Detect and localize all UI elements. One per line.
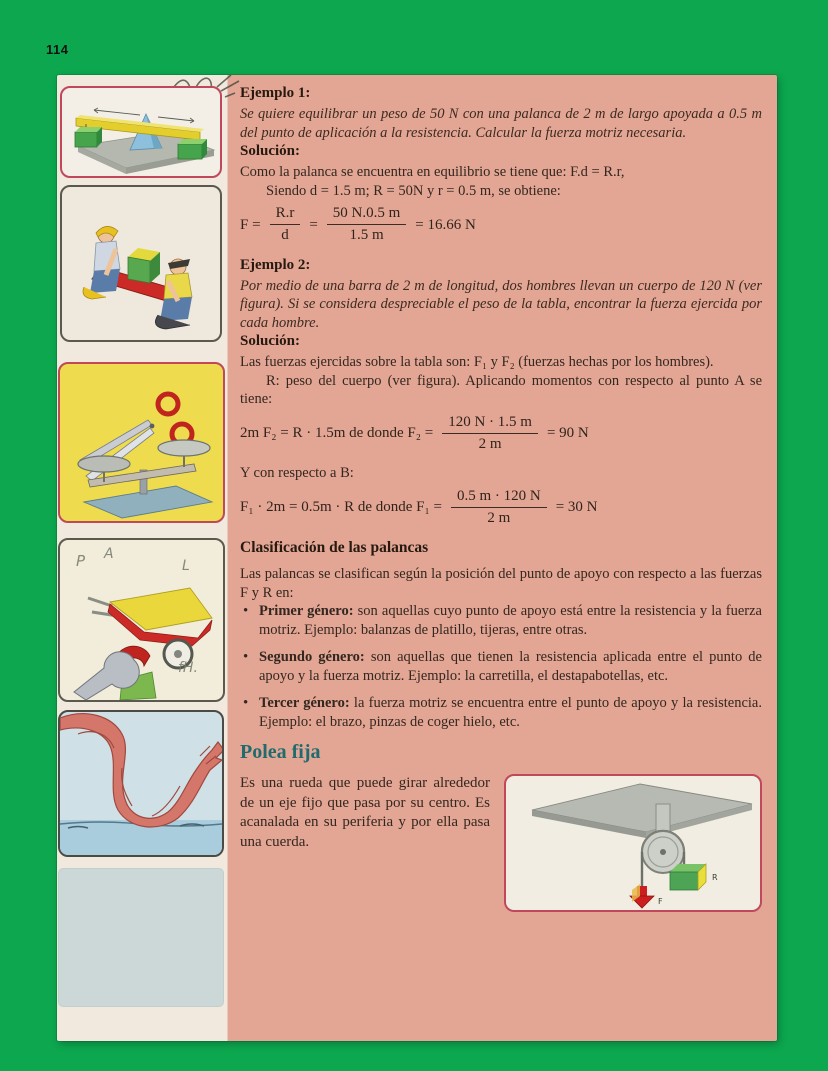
formula-lead: F =: [240, 216, 261, 233]
formula-f2: [240, 414, 762, 454]
fraction: [451, 488, 547, 528]
list-item-primer-genero: [240, 602, 762, 639]
bottle-opener: [74, 646, 156, 700]
fraction-numerator: R.r: [270, 205, 301, 225]
lever-types-list: [240, 602, 762, 731]
formula-result: = 30 N: [555, 499, 598, 515]
lever-diagram-illustration: [62, 88, 220, 176]
scissors-balance-illustration: [60, 364, 223, 521]
polea-section: [240, 774, 762, 912]
page-number: 114: [46, 42, 69, 57]
formula-f1: [240, 488, 762, 528]
example2-solution-heading: Solución:: [240, 333, 301, 349]
figure-wheelbarrow-and-opener: [58, 538, 225, 702]
example1-problem: Se quiere equilibrar un peso de 50 N con una palanca de 2 m de largo apoyada a 0.5 m del punto de aplicación a la resistencia. Calcular la fuerza motriz necesaria.: [240, 106, 762, 141]
fraction-denominator: 2 m: [487, 509, 511, 526]
bullet-lead: Primer género:: [259, 603, 354, 619]
bullet-text: son aquellas cuyo punto de apoyo está entre la resistencia y la fuerza motriz. Ejemplo: balanzas de platillo, tijeras, entre otras.: [259, 603, 762, 638]
bullet-text: son aquellas que tienen la resistencia aplicada entre el punto de apoyo y la fuerza motriz. Ejemplo: la carretilla, el destapabotellas, etc.: [259, 649, 762, 684]
classification-heading: Clasificación de las palancas: [240, 539, 429, 556]
handwritten-letter: P: [76, 552, 86, 570]
fraction-numerator: 0.5 m · 120 N: [451, 488, 547, 508]
resistance-box: [670, 864, 706, 890]
figure-scissors-and-balance: [58, 362, 225, 523]
figure-fixed-pulley: [504, 774, 762, 912]
handwritten-letter: L: [182, 558, 190, 574]
fraction: [442, 414, 538, 454]
label-force: F: [658, 897, 663, 906]
polea-fija-heading: Polea fija: [240, 741, 321, 763]
arm-illustration: [60, 712, 222, 855]
example1-heading: Ejemplo 1:: [240, 85, 311, 101]
fraction-numerator: 50 N.0.5 m: [327, 205, 407, 225]
example1-solution-heading: Solución:: [240, 143, 301, 159]
respecto-b-line: Y con respecto a B:: [240, 465, 354, 481]
men-carrying-illustration: [62, 187, 220, 340]
handwritten-letter: fH.: [178, 660, 198, 676]
list-item-tercer-genero: [240, 694, 762, 731]
fraction-numerator: 120 N · 1.5 m: [442, 414, 538, 434]
formula-f-equals: [240, 205, 762, 245]
pulley-illustration: [506, 776, 760, 910]
wheelbarrow-opener-illustration: [60, 540, 223, 700]
formula-result: = 16.66 N: [415, 216, 476, 233]
polea-paragraph: Es una rueda que puede girar alrededor de un eje fijo que pasa por su centro. Es acanalada en su periferia y por ella pasa una cuerda.: [240, 775, 490, 850]
bullet-text: la fuerza motriz se encuentra entre el punto de apoyo y la resistencia. Ejemplo: el brazo, pinzas de coger hielo, etc.: [259, 695, 762, 730]
example1-solution-line1: Como la palanca se encuentra en equilibrio se tiene que: F.d = R.r,: [240, 164, 625, 180]
load-cube: [128, 248, 160, 283]
example1-solution-line2: Siendo d = 1.5 m; R = 50N y r = 0.5 m, se obtiene:: [266, 182, 561, 199]
right-weight-block: [178, 139, 207, 159]
illustration-column: [57, 75, 228, 1041]
fraction: [270, 205, 301, 245]
example2-problem: Por medio de una barra de 2 m de longitud, dos hombres llevan un cuerpo de 120 N (ver figura). Si se considera despreciable el peso de la tabla, encontrar la fuerza ejercida por cada hombre.: [240, 277, 762, 331]
force-arrow-icon: [630, 884, 654, 908]
figure-men-carrying-bar: [60, 185, 222, 342]
fraction-denominator: 1.5 m: [349, 227, 384, 244]
formula-result: = 90 N: [546, 425, 589, 441]
arm-shape: [60, 714, 222, 827]
equals-sign: =: [309, 216, 318, 233]
fraction: [327, 205, 407, 245]
formula-lead: 2m F₂ = R · 1.5m de donde F₂ =: [240, 425, 434, 441]
list-item-segundo-genero: [240, 648, 762, 685]
ceiling-slab: [532, 784, 752, 838]
bullet-lead: Segundo género:: [259, 649, 365, 665]
label-resistance: R: [712, 873, 718, 882]
fraction-denominator: d: [281, 227, 289, 244]
left-weight-block: [75, 127, 102, 147]
example2-solution-line2: R: peso del cuerpo (ver figura). Aplicando momentos con respecto al punto A se tiene:: [240, 372, 762, 407]
fraction-denominator: 2 m: [478, 435, 502, 452]
handwritten-letter: A: [104, 546, 114, 562]
text-column: [228, 75, 777, 1041]
bullet-lead: Tercer género:: [259, 695, 350, 711]
scanned-page: [57, 75, 777, 1041]
figure-lever-diagram: [60, 86, 222, 178]
example2-solution-line1: Las fuerzas ejercidas sobre la tabla son: F₁ y F₂ (fuerzas hechas por los hombres).: [240, 354, 714, 370]
left-man: [83, 226, 120, 299]
blank-panel: [58, 868, 224, 1007]
figure-arm-muscle: [58, 710, 224, 857]
example2-heading: Ejemplo 2:: [240, 256, 311, 273]
classification-intro: Las palancas se clasifican según la posición del punto de apoyo con respecto a las fuerzas F y R en:: [240, 566, 762, 601]
formula-lead: F₁ · 2m = 0.5m · R de donde F₁ =: [240, 499, 442, 515]
